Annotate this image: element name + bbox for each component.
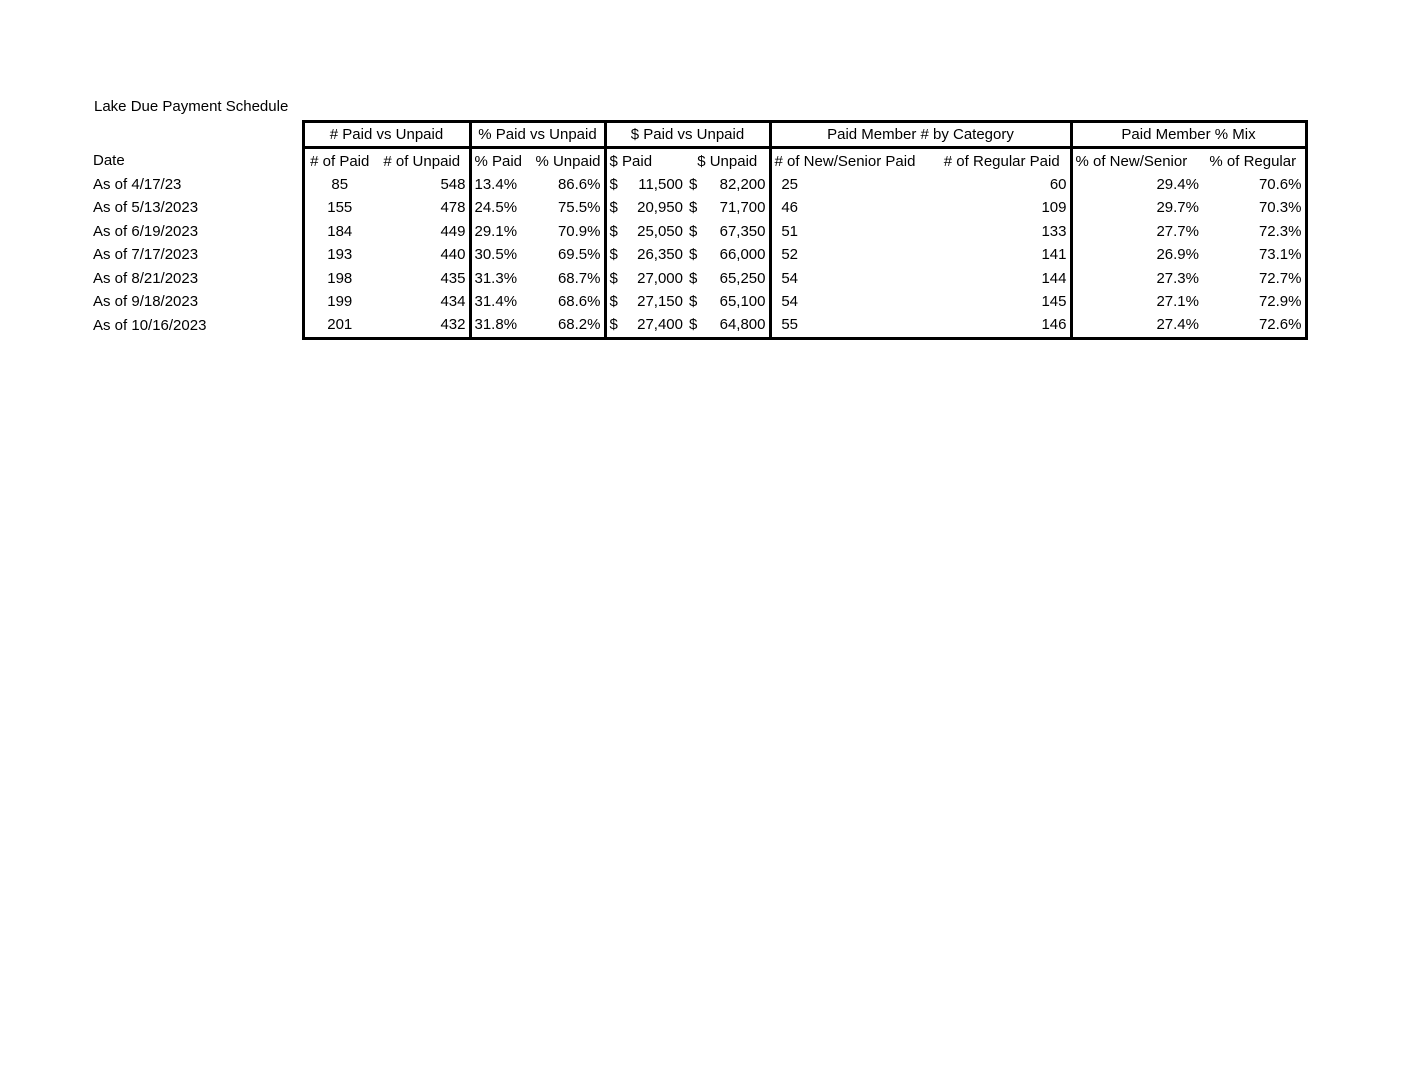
cell-usd-unpaid [686,313,770,338]
cell-usd-paid [605,196,686,219]
currency-symbol: $ [609,175,618,193]
cell-usd-paid [605,243,686,266]
currency-symbol: $ [689,269,698,287]
cell-date: As of 9/18/2023 [93,292,199,310]
column-header-pct-regular: % of Regular [1201,148,1306,173]
cell-regular-paid: 60 [934,173,1071,196]
cell-num-unpaid: 432 [375,313,470,338]
cell-pct-unpaid: 69.5% [528,243,605,266]
currency-value: 82,200 [719,175,766,193]
column-header-date: Date [93,151,125,169]
cell-regular-paid: 146 [934,313,1071,338]
cell-regular-paid: 141 [934,243,1071,266]
column-header-num-paid: # of Paid [303,148,375,173]
payment-schedule-table [90,120,1308,340]
cell-regular-paid: 109 [934,196,1071,219]
cell-usd-paid [605,266,686,289]
cell-num-paid: 184 [303,220,375,243]
cell-date: As of 10/16/2023 [93,317,207,335]
table-row [90,173,1306,196]
cell-pct-new-senior: 27.3% [1071,266,1201,289]
cell-usd-unpaid [686,220,770,243]
currency-value: 26,350 [637,246,683,264]
cell-num-paid: 201 [303,313,375,338]
cell-usd-paid [605,290,686,313]
currency-value: 66,000 [719,246,766,264]
table-row [90,266,1306,289]
cell-usd-unpaid [686,173,770,196]
cell-new-senior-paid: 25 [770,173,934,196]
cell-date: As of 5/13/2023 [93,199,199,217]
currency-symbol: $ [609,269,618,287]
cell-usd-unpaid [686,266,770,289]
group-header-dollars: $ Paid vs Unpaid [605,122,770,148]
group-header-count: # Paid vs Unpaid [303,122,470,148]
cell-pct-new-senior: 27.7% [1071,220,1201,243]
cell-pct-paid: 31.4% [470,290,528,313]
cell-pct-regular: 73.1% [1201,243,1306,266]
currency-value: 27,150 [637,292,683,310]
cell-regular-paid: 133 [934,220,1071,243]
table-row [90,243,1306,266]
group-header-percent: % Paid vs Unpaid [470,122,605,148]
cell-pct-unpaid: 70.9% [528,220,605,243]
cell-pct-regular: 70.6% [1201,173,1306,196]
column-header-regular-paid: # of Regular Paid [934,148,1071,173]
currency-value: 20,950 [637,199,683,217]
table-row [90,313,1306,338]
group-header-mix: Paid Member % Mix [1071,122,1306,148]
cell-num-unpaid: 434 [375,290,470,313]
currency-value: 27,400 [637,316,683,334]
cell-date: As of 7/17/2023 [93,246,199,264]
cell-pct-regular: 72.3% [1201,220,1306,243]
currency-symbol: $ [689,292,698,310]
column-header-num-unpaid: # of Unpaid [375,148,470,173]
currency-symbol: $ [609,246,618,264]
cell-new-senior-paid: 54 [770,266,934,289]
cell-pct-paid: 30.5% [470,243,528,266]
column-header-pct-new-senior: % of New/Senior [1071,148,1201,173]
cell-regular-paid: 144 [934,266,1071,289]
cell-num-paid: 199 [303,290,375,313]
group-header-row [90,122,1306,148]
cell-num-unpaid: 548 [375,173,470,196]
table-body [90,173,1306,338]
currency-symbol: $ [609,199,618,217]
cell-num-unpaid: 478 [375,196,470,219]
cell-pct-regular: 72.7% [1201,266,1306,289]
cell-pct-paid: 29.1% [470,220,528,243]
cell-pct-new-senior: 26.9% [1071,243,1201,266]
cell-pct-unpaid: 68.7% [528,266,605,289]
cell-num-paid: 193 [303,243,375,266]
cell-pct-paid: 31.8% [470,313,528,338]
column-header-new-senior-paid: # of New/Senior Paid [770,148,934,173]
table-row [90,196,1306,219]
cell-num-unpaid: 435 [375,266,470,289]
currency-value: 11,500 [638,175,683,193]
currency-symbol: $ [689,175,698,193]
cell-num-unpaid: 449 [375,220,470,243]
cell-pct-paid: 31.3% [470,266,528,289]
cell-new-senior-paid: 52 [770,243,934,266]
cell-usd-unpaid [686,243,770,266]
currency-value: 64,800 [719,316,766,334]
cell-pct-paid: 13.4% [470,173,528,196]
cell-pct-unpaid: 68.6% [528,290,605,313]
cell-usd-unpaid [686,290,770,313]
cell-new-senior-paid: 55 [770,313,934,338]
table-row [90,290,1306,313]
currency-value: 71,700 [719,199,766,217]
group-header-spacer [90,122,303,148]
cell-pct-new-senior: 29.4% [1071,173,1201,196]
cell-new-senior-paid: 51 [770,220,934,243]
cell-date: As of 4/17/23 [93,175,182,193]
currency-value: 65,250 [719,269,766,287]
cell-pct-regular: 70.3% [1201,196,1306,219]
cell-num-unpaid: 440 [375,243,470,266]
cell-new-senior-paid: 46 [770,196,934,219]
currency-symbol: $ [689,222,698,240]
cell-pct-new-senior: 29.7% [1071,196,1201,219]
currency-value: 67,350 [719,222,766,240]
currency-symbol: $ [609,222,618,240]
column-header-usd-paid: $ Paid [605,148,686,173]
cell-new-senior-paid: 54 [770,290,934,313]
cell-regular-paid: 145 [934,290,1071,313]
currency-value: 25,050 [637,222,683,240]
cell-pct-regular: 72.9% [1201,290,1306,313]
cell-usd-paid [605,220,686,243]
cell-pct-new-senior: 27.4% [1071,313,1201,338]
cell-date: As of 8/21/2023 [93,269,199,287]
cell-pct-unpaid: 68.2% [528,313,605,338]
currency-value: 27,000 [637,269,683,287]
sheet-title: Lake Due Payment Schedule [94,98,289,115]
cell-usd-paid [605,173,686,196]
cell-usd-unpaid [686,196,770,219]
currency-symbol: $ [689,199,698,217]
cell-date: As of 6/19/2023 [93,222,199,240]
cell-pct-unpaid: 75.5% [528,196,605,219]
cell-usd-paid [605,313,686,338]
currency-symbol: $ [689,316,698,334]
column-header-pct-unpaid: % Unpaid [528,148,605,173]
currency-symbol: $ [609,292,618,310]
group-header-category: Paid Member # by Category [770,122,1071,148]
cell-num-paid: 198 [303,266,375,289]
currency-symbol: $ [689,246,698,264]
cell-pct-unpaid: 86.6% [528,173,605,196]
currency-symbol: $ [609,316,618,334]
cell-pct-new-senior: 27.1% [1071,290,1201,313]
currency-value: 65,100 [719,292,766,310]
cell-pct-paid: 24.5% [470,196,528,219]
cell-num-paid: 155 [303,196,375,219]
column-header-pct-paid: % Paid [470,148,528,173]
cell-pct-regular: 72.6% [1201,313,1306,338]
column-header-row [90,148,1306,173]
cell-num-paid: 85 [303,173,375,196]
column-header-usd-unpaid: $ Unpaid [686,148,770,173]
table-row [90,220,1306,243]
